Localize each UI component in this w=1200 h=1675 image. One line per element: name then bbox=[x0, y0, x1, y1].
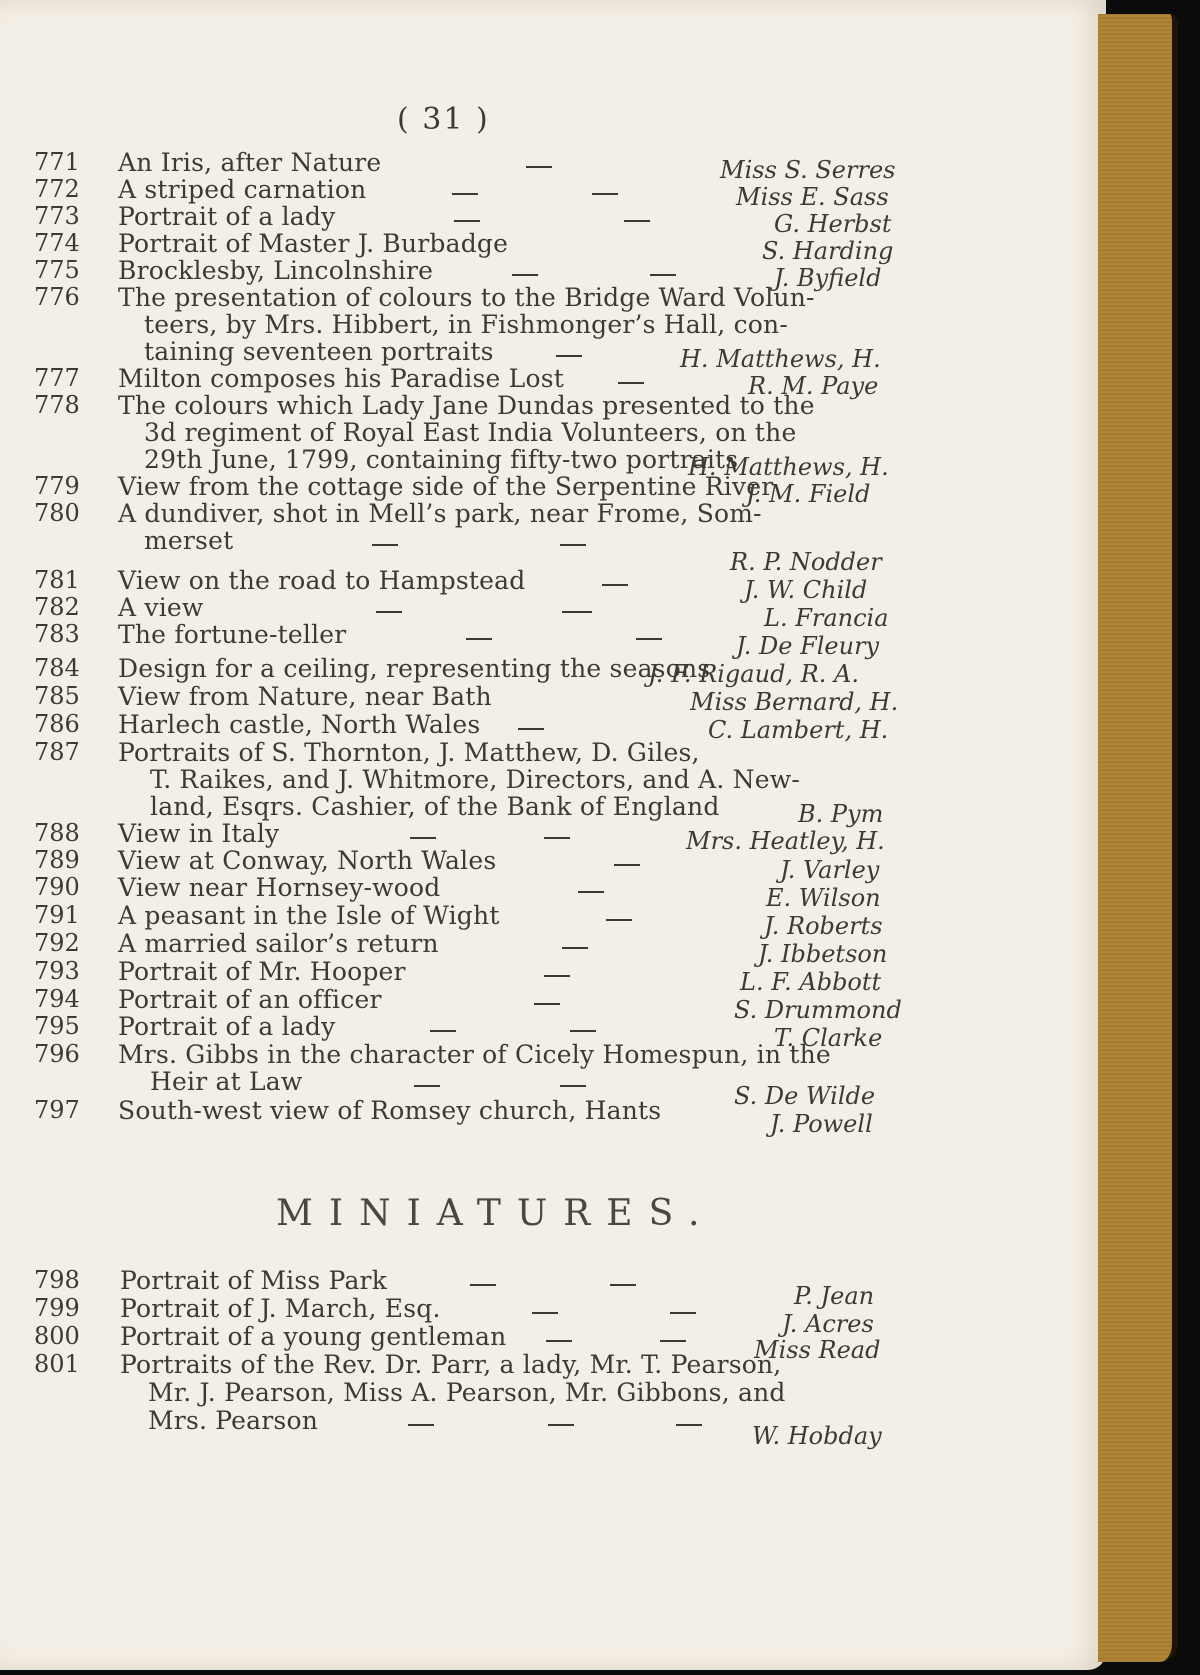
leader-dash bbox=[414, 1085, 440, 1087]
leader-dash bbox=[512, 274, 538, 276]
entry-number: 783 bbox=[34, 620, 80, 648]
entry-title: Portrait of Master J. Burbadge bbox=[118, 229, 509, 258]
artist-name: S. Drummond bbox=[734, 996, 902, 1024]
leader-dash bbox=[544, 837, 570, 839]
entry-number: 796 bbox=[34, 1040, 80, 1068]
book-binding bbox=[1098, 14, 1178, 1662]
entry-number: 791 bbox=[34, 901, 80, 929]
leader-dash bbox=[670, 1312, 696, 1314]
leader-dash bbox=[544, 975, 570, 977]
artist-name: Miss E. Sass bbox=[736, 183, 889, 211]
entry-title: Portrait of a lady bbox=[118, 202, 336, 231]
artist-name: R. M. Paye bbox=[748, 372, 879, 400]
entry-number: 782 bbox=[34, 593, 80, 621]
leader-dash bbox=[518, 728, 544, 730]
artist-name: J. Acres bbox=[782, 1310, 874, 1338]
entry-number: 778 bbox=[34, 391, 80, 419]
entry-title: Design for a ceiling, representing the seasons bbox=[118, 654, 711, 683]
artist-name: W. Hobday bbox=[752, 1422, 882, 1450]
entry-number: 775 bbox=[34, 256, 80, 284]
entry-title: The fortune-teller bbox=[118, 620, 347, 649]
entry-title: View at Conway, North Wales bbox=[118, 846, 497, 875]
artist-name: S. Harding bbox=[762, 237, 894, 265]
artist-name: H. Matthews, H. bbox=[688, 453, 889, 481]
artist-name: H. Matthews, H. bbox=[680, 345, 881, 373]
entry-number: 801 bbox=[34, 1350, 80, 1378]
leader-dash bbox=[560, 1085, 586, 1087]
entry-title: Milton composes his Paradise Lost bbox=[118, 364, 564, 393]
entry-number: 784 bbox=[34, 654, 80, 682]
leader-dash bbox=[650, 274, 676, 276]
artist-name: J. F. Rigaud, R. A. bbox=[648, 660, 859, 688]
entry-title: Portrait of an officer bbox=[118, 985, 382, 1014]
artist-name: J. Powell bbox=[770, 1110, 873, 1138]
entry-title: Portrait of J. March, Esq. bbox=[120, 1294, 441, 1323]
entry-number: 786 bbox=[34, 710, 80, 738]
leader-dash bbox=[606, 919, 632, 921]
artist-name: C. Lambert, H. bbox=[708, 716, 889, 744]
entry-title: View in Italy bbox=[118, 819, 280, 848]
entry-title-line: 29th June, 1799, containing fifty-two portraits bbox=[144, 445, 739, 474]
artist-name: J. W. Child bbox=[744, 576, 868, 604]
artist-name: E. Wilson bbox=[766, 884, 881, 912]
entry-number: 772 bbox=[34, 175, 80, 203]
leader-dash bbox=[578, 891, 604, 893]
artist-name: G. Herbst bbox=[774, 210, 892, 238]
leader-dash bbox=[372, 544, 398, 546]
leader-dash bbox=[614, 864, 640, 866]
artist-name: J. Roberts bbox=[764, 912, 883, 940]
leader-dash bbox=[532, 1312, 558, 1314]
entry-title-line: Heir at Law bbox=[150, 1067, 303, 1096]
entry-title: Brocklesby, Lincolnshire bbox=[118, 256, 434, 285]
entry-number: 779 bbox=[34, 472, 80, 500]
entry-title-line: The presentation of colours to the Bridge Ward Volun- bbox=[118, 283, 815, 312]
artist-name: J. Byfield bbox=[774, 264, 882, 292]
artist-name: J. De Fleury bbox=[736, 632, 880, 660]
entry-title: A striped carnation bbox=[118, 175, 367, 204]
leader-dash bbox=[562, 947, 588, 949]
entry-number: 787 bbox=[34, 738, 80, 766]
leader-dash bbox=[618, 382, 644, 384]
leader-dash bbox=[454, 220, 480, 222]
entry-title-line: merset bbox=[144, 526, 234, 555]
leader-dash bbox=[376, 611, 402, 613]
artist-name: Mrs. Heatley, H. bbox=[686, 827, 885, 855]
entry-title: South-west view of Romsey church, Hants bbox=[118, 1096, 662, 1125]
entry-number: 798 bbox=[34, 1266, 80, 1294]
leader-dash bbox=[430, 1030, 456, 1032]
section-heading: MINIATURES. bbox=[276, 1193, 716, 1234]
entry-number: 773 bbox=[34, 202, 80, 230]
leader-dash bbox=[660, 1340, 686, 1342]
leader-dash bbox=[526, 166, 552, 168]
entry-title: Portrait of Miss Park bbox=[120, 1266, 388, 1295]
entry-title-line: The colours which Lady Jane Dundas presented to the bbox=[118, 391, 815, 420]
artist-name: J. M. Field bbox=[746, 480, 871, 508]
entry-title: View on the road to Hampstead bbox=[118, 566, 526, 595]
leader-dash bbox=[602, 584, 628, 586]
entry-title: View from Nature, near Bath bbox=[118, 682, 492, 711]
entry-title: An Iris, after Nature bbox=[118, 148, 382, 177]
leader-dash bbox=[556, 355, 582, 357]
leader-dash bbox=[470, 1284, 496, 1286]
artist-name: Miss Bernard, H. bbox=[690, 688, 899, 716]
leader-dash bbox=[562, 611, 592, 613]
entry-number: 788 bbox=[34, 819, 80, 847]
leader-dash bbox=[534, 1003, 560, 1005]
leader-dash bbox=[624, 220, 650, 222]
leader-dash bbox=[676, 1424, 702, 1426]
entry-title: View near Hornsey-wood bbox=[118, 873, 441, 902]
page-number: ( 31 ) bbox=[397, 102, 490, 137]
artist-name: B. Pym bbox=[798, 800, 884, 828]
entry-title-line: Portraits of the Rev. Dr. Parr, a lady, Mr. T. Pearson, bbox=[120, 1350, 782, 1379]
entry-number: 797 bbox=[34, 1096, 80, 1124]
entry-title: Portrait of a lady bbox=[118, 1012, 336, 1041]
entry-title: Portrait of a young gentleman bbox=[120, 1322, 507, 1351]
entry-number: 776 bbox=[34, 283, 80, 311]
entry-number: 795 bbox=[34, 1012, 80, 1040]
entry-title: A view bbox=[118, 593, 204, 622]
entry-number: 794 bbox=[34, 985, 80, 1013]
artist-name: R. P. Nodder bbox=[730, 548, 882, 576]
leader-dash bbox=[546, 1340, 572, 1342]
leader-dash bbox=[408, 1424, 434, 1426]
entry-title: View from the cottage side of the Serpentine River bbox=[118, 472, 774, 501]
artist-name: L. Francia bbox=[764, 604, 889, 632]
entry-title-line: T. Raikes, and J. Whitmore, Directors, and A. New- bbox=[150, 765, 801, 794]
artist-name: Miss S. Serres bbox=[720, 156, 896, 184]
entry-number: 785 bbox=[34, 682, 80, 710]
leader-dash bbox=[592, 193, 618, 195]
entry-number: 774 bbox=[34, 229, 80, 257]
entry-number: 799 bbox=[34, 1294, 80, 1322]
entry-title-line: Portraits of S. Thornton, J. Matthew, D. Giles, bbox=[118, 738, 700, 767]
entry-title: Portrait of Mr. Hooper bbox=[118, 957, 406, 986]
entry-title-line: Mr. J. Pearson, Miss A. Pearson, Mr. Gibbons, and bbox=[148, 1378, 786, 1407]
leader-dash bbox=[636, 638, 662, 640]
artist-name: T. Clarke bbox=[774, 1024, 883, 1052]
entry-number: 793 bbox=[34, 957, 80, 985]
artist-name: J. Varley bbox=[780, 856, 880, 884]
leader-dash bbox=[560, 544, 586, 546]
entry-title-line: teers, by Mrs. Hibbert, in Fishmonger’s Hall, con- bbox=[144, 310, 788, 339]
leader-dash bbox=[452, 193, 478, 195]
entry-number: 792 bbox=[34, 929, 80, 957]
entry-number: 800 bbox=[34, 1322, 80, 1350]
leader-dash bbox=[570, 1030, 596, 1032]
entry-title: Harlech castle, North Wales bbox=[118, 710, 481, 739]
entry-number: 790 bbox=[34, 873, 80, 901]
leader-dash bbox=[410, 837, 436, 839]
artist-name: P. Jean bbox=[794, 1282, 875, 1310]
entry-number: 780 bbox=[34, 499, 80, 527]
entry-number: 781 bbox=[34, 566, 80, 594]
entry-title-line: 3d regiment of Royal East India Volunteers, on the bbox=[144, 418, 797, 447]
entry-number: 771 bbox=[34, 148, 80, 176]
leader-dash bbox=[610, 1284, 636, 1286]
artist-name: L. F. Abbott bbox=[740, 968, 882, 996]
entry-number: 777 bbox=[34, 364, 80, 392]
entry-title-line: A dundiver, shot in Mell’s park, near Frome, Som- bbox=[118, 499, 762, 528]
entry-title: A peasant in the Isle of Wight bbox=[118, 901, 500, 930]
leader-dash bbox=[548, 1424, 574, 1426]
artist-name: S. De Wilde bbox=[734, 1082, 876, 1110]
leader-dash bbox=[466, 638, 492, 640]
entry-title-line: taining seventeen portraits bbox=[144, 337, 494, 366]
entry-number: 789 bbox=[34, 846, 80, 874]
entry-title-line: Mrs. Gibbs in the character of Cicely Homespun, in the bbox=[118, 1040, 831, 1069]
entry-title-line: land, Esqrs. Cashier, of the Bank of England bbox=[150, 792, 720, 821]
artist-name: Miss Read bbox=[754, 1336, 881, 1364]
entry-title: A married sailor’s return bbox=[118, 929, 439, 958]
artist-name: J. Ibbetson bbox=[758, 940, 888, 968]
entry-title-line: Mrs. Pearson bbox=[148, 1406, 319, 1435]
